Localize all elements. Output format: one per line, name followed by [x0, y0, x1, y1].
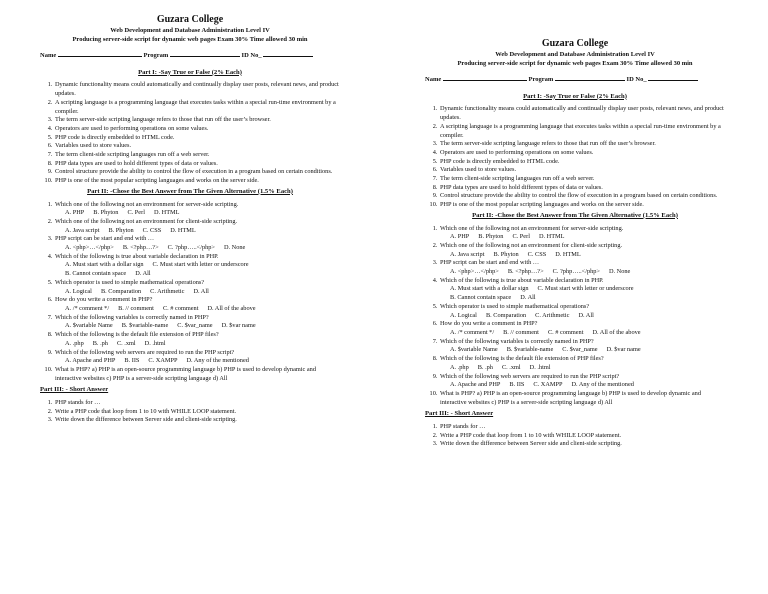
multiple-choice-item: [439, 338, 725, 355]
answer-option: C. Perl: [127, 209, 145, 217]
part2-title: Part II: -Chose the Best Answer from The Given Alternative (1.5% Each): [87, 187, 293, 195]
answer-option: D. HTML: [555, 250, 581, 258]
answer-options: [55, 261, 340, 270]
question-text: 6. How do you write a comment in PHP?: [55, 296, 153, 304]
true-false-item: 9. Control structure provide the ability to control the flow of execution in a program based on certain conditions.: [439, 192, 725, 201]
answer-option: B. <?php…?>: [122, 244, 159, 252]
answer-options: [440, 364, 725, 373]
answer-option: D. .html: [144, 339, 166, 347]
answer-options: [440, 312, 725, 321]
part3-list: [40, 399, 340, 425]
true-false-item: 2. A scripting language is a programming language that executes tasks within a special run-time environment by a compiler.: [54, 99, 340, 116]
multiple-choice-item: [54, 253, 340, 279]
college-title: Guzara College: [541, 38, 609, 49]
part1-list: [40, 81, 340, 185]
multiple-choice-item: [439, 259, 725, 276]
multiple-choice-item: [439, 320, 725, 337]
true-false-item: 6. Variables used to store values.: [54, 142, 340, 151]
part3-title: Part III: - Short Answer: [425, 410, 494, 418]
true-false-item: 7. The term client-side scripting languages run off a web server.: [54, 151, 340, 160]
answer-option: A. $variable Name: [450, 346, 498, 354]
question-text: 3. PHP script can be start and end with …: [55, 235, 155, 243]
multiple-choice-item: [54, 314, 340, 331]
question-text: 2. Which one of the following not an environment for client-side scripting.: [440, 241, 623, 249]
short-answer-item: 2. Write a PHP code that loop from 1 to 10 with WHILE LOOP statement.: [54, 408, 340, 417]
program-label: Program: [143, 52, 169, 59]
true-false-item: 3. The term server-side scripting language refers to those that run off the user’s browser.: [439, 140, 725, 149]
answer-option: D. $var name: [221, 322, 256, 330]
answer-option: A. Must start with a dollar sign: [65, 261, 144, 269]
answer-option: A. /* comment */: [450, 328, 495, 336]
answer-options: [55, 270, 340, 279]
question-text: 4. Which of the following is true about variable declaration in PHP.: [440, 276, 604, 284]
answer-option: B. Phyton: [108, 226, 134, 234]
true-false-item: 8. PHP data types are used to hold different types of data or values.: [54, 160, 340, 169]
name-label: Name: [40, 52, 57, 59]
true-false-item: 3. The term server-side scripting language refers to those that run off the user’s browser.: [54, 116, 340, 125]
answer-options: [440, 346, 725, 355]
true-false-item: 4. Operators are used to performing operations on some values.: [54, 125, 340, 134]
question-text: 8. Which of the following is the default file extension of PHP files?: [55, 331, 219, 339]
answer-option: A. Must start with a dollar sign: [450, 285, 529, 293]
true-false-item: 5. PHP code is directly embedded to HTML code.: [439, 158, 725, 167]
answer-option: A. Apache and PHP: [450, 381, 501, 389]
answer-option: B. Phyton: [493, 250, 519, 258]
multiple-choice-item: [439, 373, 725, 390]
answer-option: B. .ph: [92, 339, 108, 347]
id-label: ID No_: [626, 76, 647, 83]
true-false-item: 1. Dynamic functionality means could automatically and continually display user posts, relevant news, and product updates.: [54, 81, 340, 98]
true-false-item: 1. Dynamic functionality means could automatically and continually display user posts, relevant news, and product updates.: [439, 105, 725, 122]
answer-options: [440, 268, 725, 277]
answer-options: [440, 294, 725, 303]
answer-options: [55, 357, 340, 366]
answer-option: C. XAMPP: [148, 357, 178, 365]
multiple-choice-item: [439, 355, 725, 372]
answer-option: D. All: [135, 270, 151, 278]
answer-option: A. PHP: [65, 209, 85, 217]
multiple-choice-item: [439, 277, 725, 303]
answer-option: D. None: [223, 244, 246, 252]
short-answer-item: 3. Write down the difference between Server side and client-side scripting.: [54, 416, 340, 425]
answer-option: D. HTML: [153, 209, 180, 217]
answer-option: C. CSS: [527, 250, 547, 258]
answer-options: [440, 285, 725, 294]
short-answer-item: 1. PHP stands for …: [54, 399, 340, 408]
answer-options: [440, 233, 725, 242]
student-info-line: [425, 74, 725, 85]
answer-option: D. All: [520, 294, 536, 302]
question-text: 2. Which one of the following not an environment for client-side scripting.: [55, 217, 238, 225]
answer-option: A. Logical: [450, 311, 477, 319]
question-text: 7. Which of the following variables is correctly named in PHP?: [55, 313, 209, 321]
answer-option: C. $var_name: [177, 322, 213, 330]
answer-options: [55, 288, 340, 297]
answer-option: B. $variable-name: [506, 346, 554, 354]
answer-option: B. $variable-name: [121, 322, 169, 330]
answer-option: A. <php>…</php>: [450, 268, 499, 276]
part2-list: [425, 225, 725, 408]
answer-option: B. IIS: [509, 381, 525, 389]
answer-option: A. Apache and PHP: [65, 357, 116, 365]
answer-option: D. All: [578, 311, 594, 319]
answer-option: C. ?php…..</php>: [552, 268, 600, 276]
answer-option: B. Cannot contain space: [450, 294, 512, 302]
multiple-choice-item: [439, 303, 725, 320]
id-blank: [263, 50, 313, 57]
answer-option: D. All of the above: [207, 304, 256, 312]
answer-option: B. Comparation: [100, 287, 142, 295]
answer-option: C. XAMPP: [533, 381, 563, 389]
question-text: 9. Which of the following web servers are required to run the PHP script?: [55, 348, 235, 356]
true-false-item: 10. PHP is one of the most popular scripting languages and works on the server side.: [439, 201, 725, 210]
question-text: 9. Which of the following web servers are required to run the PHP script?: [440, 372, 620, 380]
college-title: Guzara College: [156, 14, 224, 25]
true-false-item: 7. The term client-side scripting languages run off a web server.: [439, 175, 725, 184]
answer-option: B. // comment: [118, 304, 154, 312]
part2-list: [40, 201, 340, 384]
answer-option: D. None: [608, 268, 631, 276]
answer-option: A. PHP: [450, 233, 470, 241]
multiple-choice-item: [54, 349, 340, 366]
answer-option: C. Must start with letter or underscore: [537, 285, 634, 293]
multiple-choice-item: [54, 235, 340, 252]
exam-subtitle: Producing server-side script for dynamic web pages Exam 30% Time allowed 30 min: [72, 35, 308, 43]
true-false-item: 9. Control structure provide the ability to control the flow of execution in a program based on certain conditions.: [54, 168, 340, 177]
part1-title: Part I: -Say True or False (2% Each): [138, 68, 242, 76]
question-text: 5. Which operator is used to simple mathematical operations?: [440, 302, 590, 310]
course-title: Web Development and Database Administration Level IV: [110, 27, 270, 34]
answer-option: A. Java script: [450, 250, 485, 258]
question-text: 1. Which one of the following not an environment for server-side scripting.: [55, 200, 239, 208]
answer-option: A. Java script: [65, 226, 100, 234]
answer-option: D. $var name: [606, 346, 641, 354]
program-blank: [555, 74, 625, 81]
true-false-item: 2. A scripting language is a programming language that executes tasks within a special run-time environment by a compiler.: [439, 123, 725, 140]
answer-option: D. All: [193, 287, 209, 295]
multiple-choice-item: [54, 201, 340, 218]
name-blank: [443, 74, 527, 81]
answer-option: D. Any of the mentioned: [186, 357, 249, 365]
answer-option: A. .php: [65, 339, 84, 347]
student-info-line: [40, 50, 340, 61]
question-text: 10. What is PHP? a) PHP is an open-source programming language b) PHP is used to develop dynamic and interactive websites c) PHP is a server-side scripting language d) All: [55, 365, 316, 382]
answer-options: [440, 381, 725, 390]
course-title: Web Development and Database Administration Level IV: [495, 51, 655, 58]
answer-options: [55, 244, 340, 253]
answer-option: C. ?php…..</php>: [167, 244, 215, 252]
true-false-item: 6. Variables used to store values.: [439, 166, 725, 175]
answer-option: C. Perl: [512, 233, 530, 241]
answer-option: C. .xml: [501, 363, 521, 371]
part3-title: Part III: - Short Answer: [40, 386, 109, 394]
answer-options: [440, 329, 725, 338]
answer-option: C. Arithmetic: [535, 311, 570, 319]
answer-option: B. Phyton: [478, 233, 504, 241]
question-text: 3. PHP script can be start and end with …: [440, 259, 540, 267]
answer-option: C. # comment: [547, 328, 584, 336]
question-text: 10. What is PHP? a) PHP is an open-source programming language b) PHP is used to develop dynamic and interactive websites c) PHP is a server-side scripting language d) All: [440, 389, 701, 406]
question-text: 4. Which of the following is true about variable declaration in PHP.: [55, 252, 219, 260]
part1-list: [425, 105, 725, 209]
answer-option: B. Comparation: [485, 311, 527, 319]
multiple-choice-item: [54, 279, 340, 296]
question-text: 6. How do you write a comment in PHP?: [440, 320, 538, 328]
answer-option: D. Any of the mentioned: [571, 381, 634, 389]
answer-option: A. $variable Name: [65, 322, 113, 330]
exam-sheet-right: [425, 38, 725, 449]
answer-option: C. Must start with letter or underscore: [152, 261, 249, 269]
name-label: Name: [425, 76, 442, 83]
answer-options: [55, 322, 340, 331]
exam-subtitle: Producing server-side script for dynamic web pages Exam 30% Time allowed 30 min: [457, 59, 693, 67]
answer-option: C. # comment: [162, 304, 199, 312]
answer-option: C. Arithmetic: [150, 287, 185, 295]
true-false-item: 4. Operators are used to performing operations on some values.: [439, 149, 725, 158]
multiple-choice-item: [54, 331, 340, 348]
part2-title: Part II: -Chose the Best Answer from The Given Alternative (1.5% Each): [472, 211, 678, 219]
multiple-choice-item: [439, 242, 725, 259]
question-text: 5. Which operator is used to simple mathematical operations?: [55, 278, 205, 286]
answer-option: B. .ph: [477, 363, 493, 371]
answer-option: C. .xml: [116, 339, 136, 347]
multiple-choice-item: [439, 390, 725, 407]
short-answer-item: 1. PHP stands for …: [439, 423, 725, 432]
answer-option: A. <php>…</php>: [65, 244, 114, 252]
answer-option: B. IIS: [124, 357, 140, 365]
answer-option: D. .html: [529, 363, 551, 371]
answer-option: C. $var_name: [562, 346, 598, 354]
answer-options: [55, 340, 340, 349]
answer-option: B. // comment: [503, 328, 539, 336]
answer-option: B. <?php…?>: [507, 268, 544, 276]
answer-options: [440, 251, 725, 260]
answer-option: A. /* comment */: [65, 304, 110, 312]
question-text: 7. Which of the following variables is correctly named in PHP?: [440, 337, 594, 345]
multiple-choice-item: [54, 218, 340, 235]
answer-option: B. Phyton: [93, 209, 119, 217]
question-text: 8. Which of the following is the default file extension of PHP files?: [440, 355, 604, 363]
answer-option: C. CSS: [142, 226, 162, 234]
id-label: ID No_: [241, 52, 262, 59]
answer-option: A. .php: [450, 363, 469, 371]
multiple-choice-item: [54, 296, 340, 313]
multiple-choice-item: [54, 366, 340, 383]
exam-sheet-left: [40, 14, 340, 425]
multiple-choice-item: [439, 225, 725, 242]
true-false-item: 5. PHP code is directly embedded to HTML code.: [54, 134, 340, 143]
answer-options: [55, 305, 340, 314]
short-answer-item: 3. Write down the difference between Server side and client-side scripting.: [439, 440, 725, 449]
answer-option: D. HTML: [170, 226, 196, 234]
answer-option: A. Logical: [65, 287, 92, 295]
answer-option: D. All of the above: [592, 328, 641, 336]
part1-title: Part I: -Say True or False (2% Each): [523, 92, 627, 100]
name-blank: [58, 50, 142, 57]
true-false-item: 10. PHP is one of the most popular scripting languages and works on the server side.: [54, 177, 340, 186]
answer-options: [55, 227, 340, 236]
part3-list: [425, 423, 725, 449]
question-text: 1. Which one of the following not an environment for server-side scripting.: [440, 224, 624, 232]
id-blank: [648, 74, 698, 81]
answer-option: D. HTML: [538, 233, 565, 241]
answer-option: B. Cannot contain space: [65, 270, 127, 278]
short-answer-item: 2. Write a PHP code that loop from 1 to 10 with WHILE LOOP statement.: [439, 432, 725, 441]
true-false-item: 8. PHP data types are used to hold different types of data or values.: [439, 184, 725, 193]
program-blank: [170, 50, 240, 57]
answer-options: [55, 209, 340, 218]
program-label: Program: [528, 76, 554, 83]
